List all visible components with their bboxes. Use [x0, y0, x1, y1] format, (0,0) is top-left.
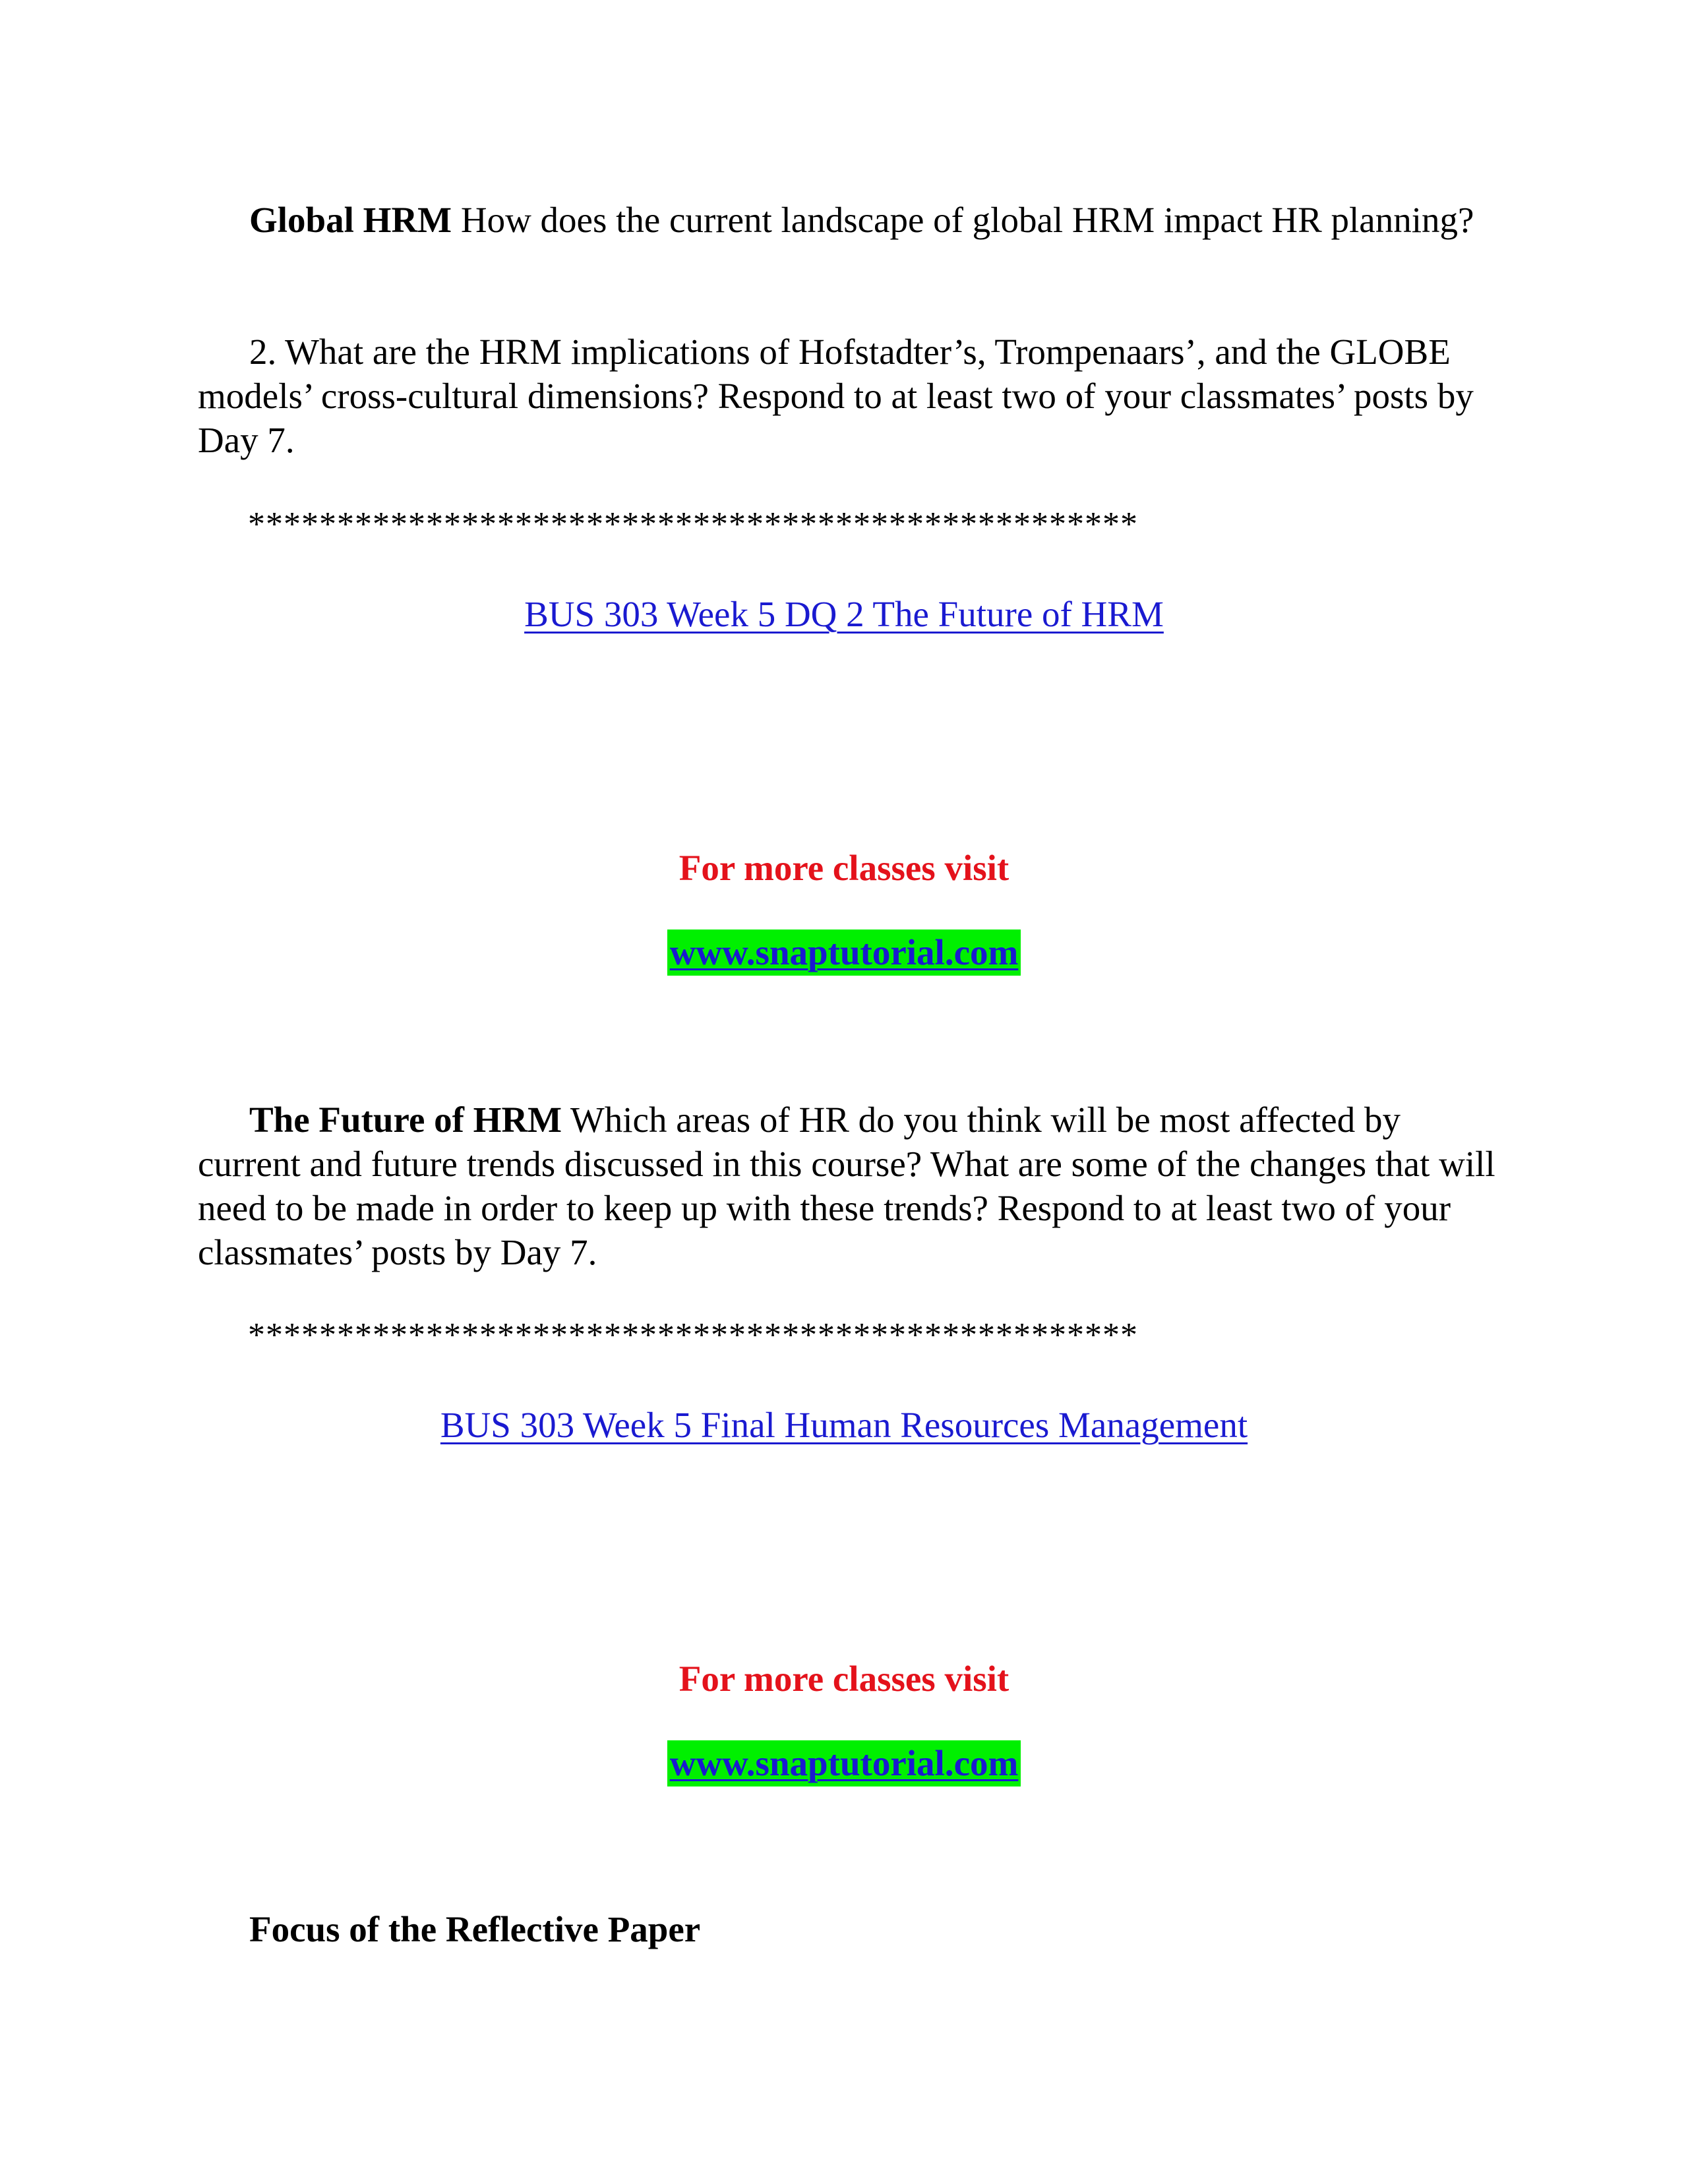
reflective-paper-heading: Focus of the Reflective Paper [249, 1909, 701, 1949]
promo-row [0, 847, 1688, 889]
snaptutorial-link[interactable]: www.snaptutorial.com [667, 1740, 1021, 1786]
future-of-hrm-link[interactable]: BUS 303 Week 5 DQ 2 The Future of HRM [524, 594, 1164, 634]
separator-stars: ************************************************** [248, 1316, 1138, 1354]
future-hrm-paragraph [198, 1098, 1503, 1274]
promo-text: For more classes visit [678, 848, 1010, 888]
site-row [0, 1740, 1688, 1786]
global-hrm-paragraph [198, 198, 1503, 242]
link-row [0, 593, 1688, 635]
link-row [0, 1404, 1688, 1446]
snaptutorial-link[interactable]: www.snaptutorial.com [667, 930, 1021, 976]
future-hrm-question: Which areas of HR do you think will be most affected by current and future trends discussed in this course? What are some of the changes that will need to be made in order to keep up with these trends? Respond to at least two of your classmates’ posts by Day 7. [198, 1100, 1495, 1272]
promo-text: For more classes visit [678, 1659, 1010, 1699]
separator-stars: ************************************************** [248, 506, 1138, 543]
future-hrm-heading: The Future of HRM [249, 1100, 562, 1140]
final-hrm-link[interactable]: BUS 303 Week 5 Final Human Resources Management [440, 1405, 1248, 1445]
global-hrm-question: How does the current landscape of global HRM impact HR planning? [452, 200, 1474, 240]
global-hrm-heading: Global HRM [249, 200, 452, 240]
site-row [0, 930, 1688, 976]
hrm-implications-question: 2. What are the HRM implications of Hofstadter’s, Trompenaars’, and the GLOBE models’ cross-cultural dimensions? Respond to at least two of your classmates’ posts by Day 7. [198, 332, 1474, 460]
promo-row [0, 1658, 1688, 1699]
